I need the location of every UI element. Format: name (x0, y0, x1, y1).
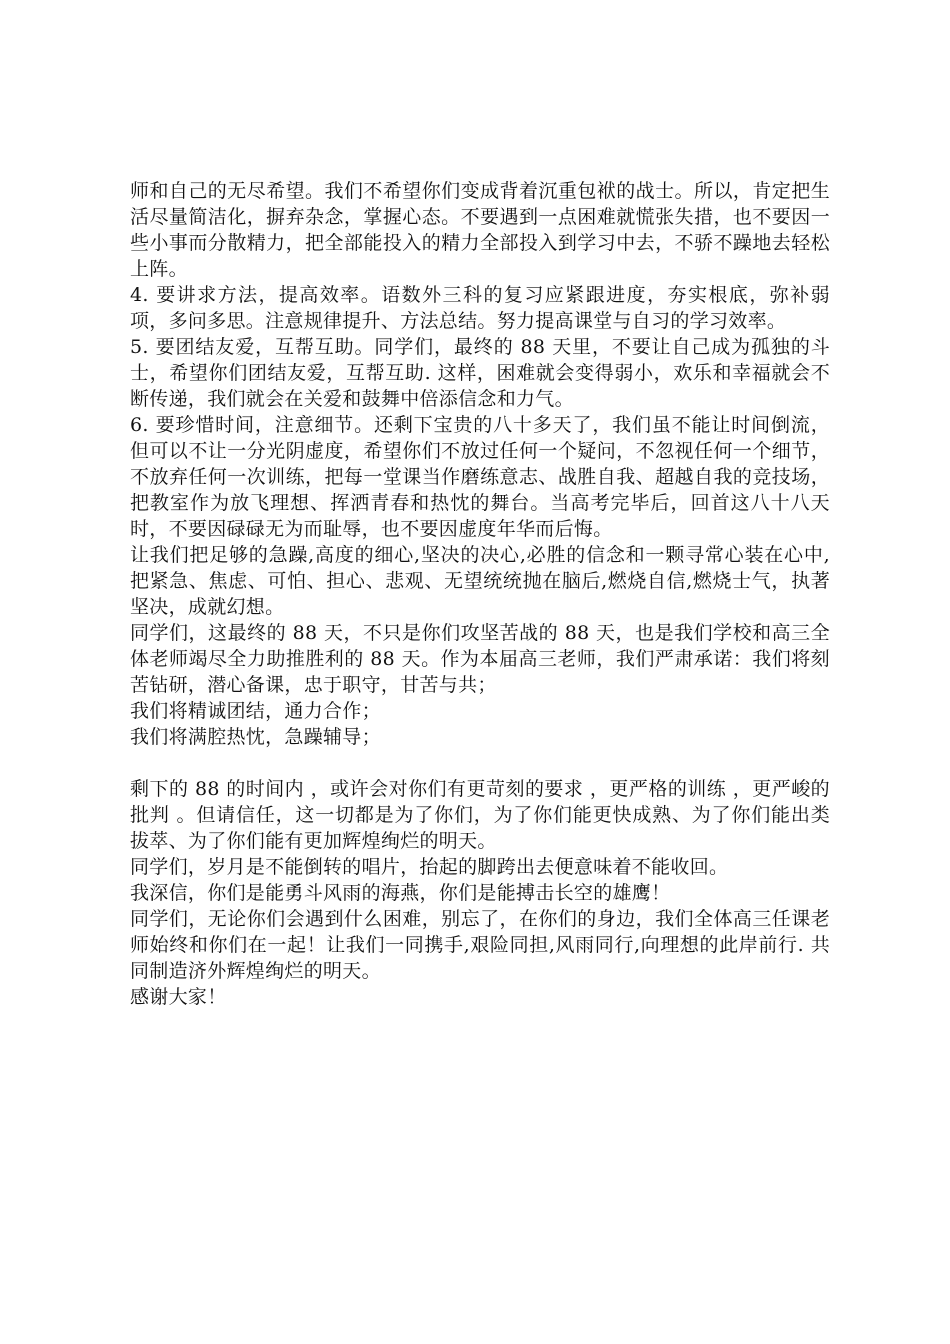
blank-line (130, 750, 830, 776)
paragraph-time-metaphor: 同学们，岁月是不能倒转的唱片，抬起的脚跨出去便意味着不能收回。 (130, 856, 729, 878)
paragraph-pledge-tutoring: 我们将满腔热忱，急躁辅导； (130, 726, 381, 748)
paragraph-call-to-action: 让我们把足够的急躁,高度的细心,坚决的决心,必胜的信念和一颗寻常心装在心中,把紧急、焦虑、可怕、担心、悲观、无望统统抛在脑后,燃烧自信,燃烧士气，执著坚决，成就幻想。 (130, 544, 830, 618)
paragraph-point-5: 5. 要团结友爱，互帮互助。同学们，最终的 88 天里，不要让自己成为孤独的斗士，希望你们团结友爱，互帮互助. 这样，困难就会变得弱小，欢乐和幸福就会不断传递，我们就会在关爱和鼓舞中倍添信念和力气。 (130, 336, 830, 410)
paragraph-thanks: 感谢大家！ (130, 986, 227, 1008)
paragraph-intro-continuation: 师和自己的无尽希望。我们不希望你们变成背着沉重包袱的战士。所以，肯定把生活尽量简洁化，摒弃杂念，掌握心态。不要遇到一点困难就慌张失措，也不要因一些小事而分散精力，把全部能投入的精力全部投入到学习中去，不骄不躁地去轻松上阵。 (130, 180, 830, 280)
paragraph-pledge-unity: 我们将精诚团结，通力合作； (130, 700, 381, 722)
paragraph-belief: 我深信，你们是能勇斗风雨的海燕，你们是能搏击长空的雄鹰！ (130, 882, 671, 904)
paragraph-point-4: 4. 要讲求方法，提高效率。语数外三科的复习应紧跟进度，夯实根底，弥补弱项，多问多思。注意规律提升、方法总结。努力提高课堂与自习的学习效率。 (130, 284, 830, 332)
paragraph-teacher-pledge: 同学们，这最终的 88 天，不只是你们攻坚苦战的 88 天，也是我们学校和高三全体老师竭尽全力助推胜利的 88 天。作为本届高三老师，我们严肃承诺：我们将刻苦钻研，潜心备课，忠于职守，甘苦与共； (130, 622, 830, 696)
document-body (130, 178, 830, 1010)
paragraph-remaining-time: 剩下的 88 的时间内 ，或许会对你们有更苛刻的要求 ，更严格的训练 ，更严峻的批判 。但请信任，这一切都是为了你们，为了你们能更快成熟、为了你们能出类拔萃、为了你们能有更加辉煌绚烂的明天。 (130, 778, 830, 852)
paragraph-together: 同学们，无论你们会遇到什么困难，别忘了，在你们的身边，我们全体高三任课老师始终和你们在一起！让我们一同携手,艰险同担,风雨同行,向理想的此岸前行. 共同制造济外辉煌绚烂的明天。 (130, 908, 830, 982)
paragraph-point-6: 6. 要珍惜时间，注意细节。还剩下宝贵的八十多天了，我们虽不能让时间倒流，但可以不让一分光阴虚度，希望你们不放过任何一个疑问，不忽视任何一个细节，不放弃任何一次训练，把每一堂课当作磨练意志、战胜自我、超越自我的竞技场，把教室作为放飞理想、挥洒青春和热忱的舞台。当高考完毕后，回首这八十八天时，不要因碌碌无为而耻辱，也不要因虚度年华而后悔。 (130, 414, 830, 540)
